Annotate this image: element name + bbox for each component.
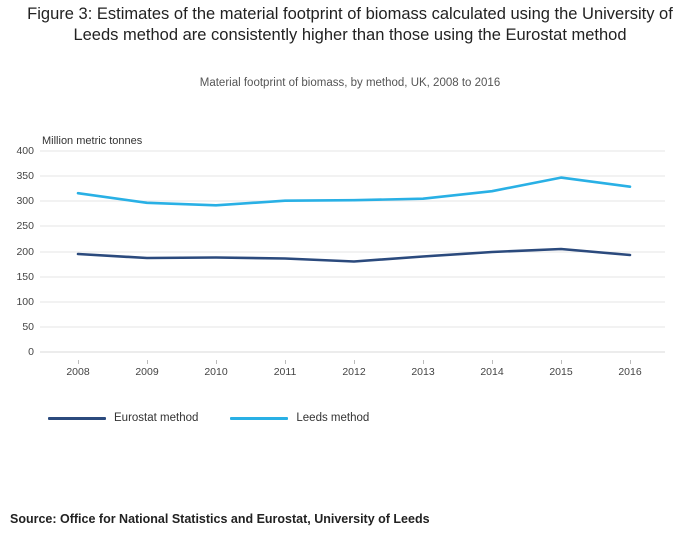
chart-legend xyxy=(48,408,391,428)
x-tick-2014: 2014 xyxy=(480,366,504,378)
x-tick-2011: 2011 xyxy=(273,366,297,378)
x-tick-2009: 2009 xyxy=(135,366,159,378)
y-tick-200: 200 xyxy=(16,246,34,258)
x-tickmark xyxy=(630,360,631,364)
x-tickmark xyxy=(78,360,79,364)
y-axis-units-label: Million metric tonnes xyxy=(42,135,143,147)
y-tick-250: 250 xyxy=(16,220,34,232)
x-tickmark xyxy=(561,360,562,364)
x-tickmark xyxy=(423,360,424,364)
y-tick-100: 100 xyxy=(16,296,34,308)
legend-swatch-eurostat-method xyxy=(48,417,106,420)
plot-area xyxy=(40,150,665,353)
x-tickmark xyxy=(285,360,286,364)
y-tick-50: 50 xyxy=(22,321,34,333)
legend-item-leeds-method[interactable] xyxy=(230,412,369,424)
x-tickmark xyxy=(216,360,217,364)
y-tick-400: 400 xyxy=(16,145,34,157)
chart-subtitle: Material footprint of biomass, by method, UK, 2008 to 2016 xyxy=(199,77,501,89)
gridlines xyxy=(40,151,665,352)
legend-label-eurostat-method: Eurostat method xyxy=(114,412,199,424)
x-tick-2015: 2015 xyxy=(549,366,573,378)
legend-item-eurostat-method[interactable] xyxy=(48,412,198,424)
x-tick-2012: 2012 xyxy=(342,366,366,378)
x-tickmark xyxy=(492,360,493,364)
x-tickmark xyxy=(147,360,148,364)
x-tickmark xyxy=(354,360,355,364)
series-layer xyxy=(40,150,665,353)
y-tick-0: 0 xyxy=(28,346,34,358)
x-tick-2016: 2016 xyxy=(618,366,642,378)
x-tick-2008: 2008 xyxy=(66,366,90,378)
x-tick-2010: 2010 xyxy=(204,366,228,378)
x-axis xyxy=(40,360,665,376)
legend-swatch-leeds-method xyxy=(230,417,288,420)
legend-label-leeds-method: Leeds method xyxy=(296,412,370,424)
x-tick-2013: 2013 xyxy=(411,366,435,378)
y-tick-150: 150 xyxy=(16,271,34,283)
y-tick-350: 350 xyxy=(16,170,34,182)
page-title: Figure 3: Estimates of the material footprint of biomass calculated using the University of Leeds method are consistently higher than those using the Eurostat method xyxy=(27,5,673,44)
source-note: Source: Office for National Statistics and Eurostat, University of Leeds xyxy=(10,512,430,526)
series-line-eurostat-method xyxy=(78,249,630,262)
y-tick-300: 300 xyxy=(16,195,34,207)
